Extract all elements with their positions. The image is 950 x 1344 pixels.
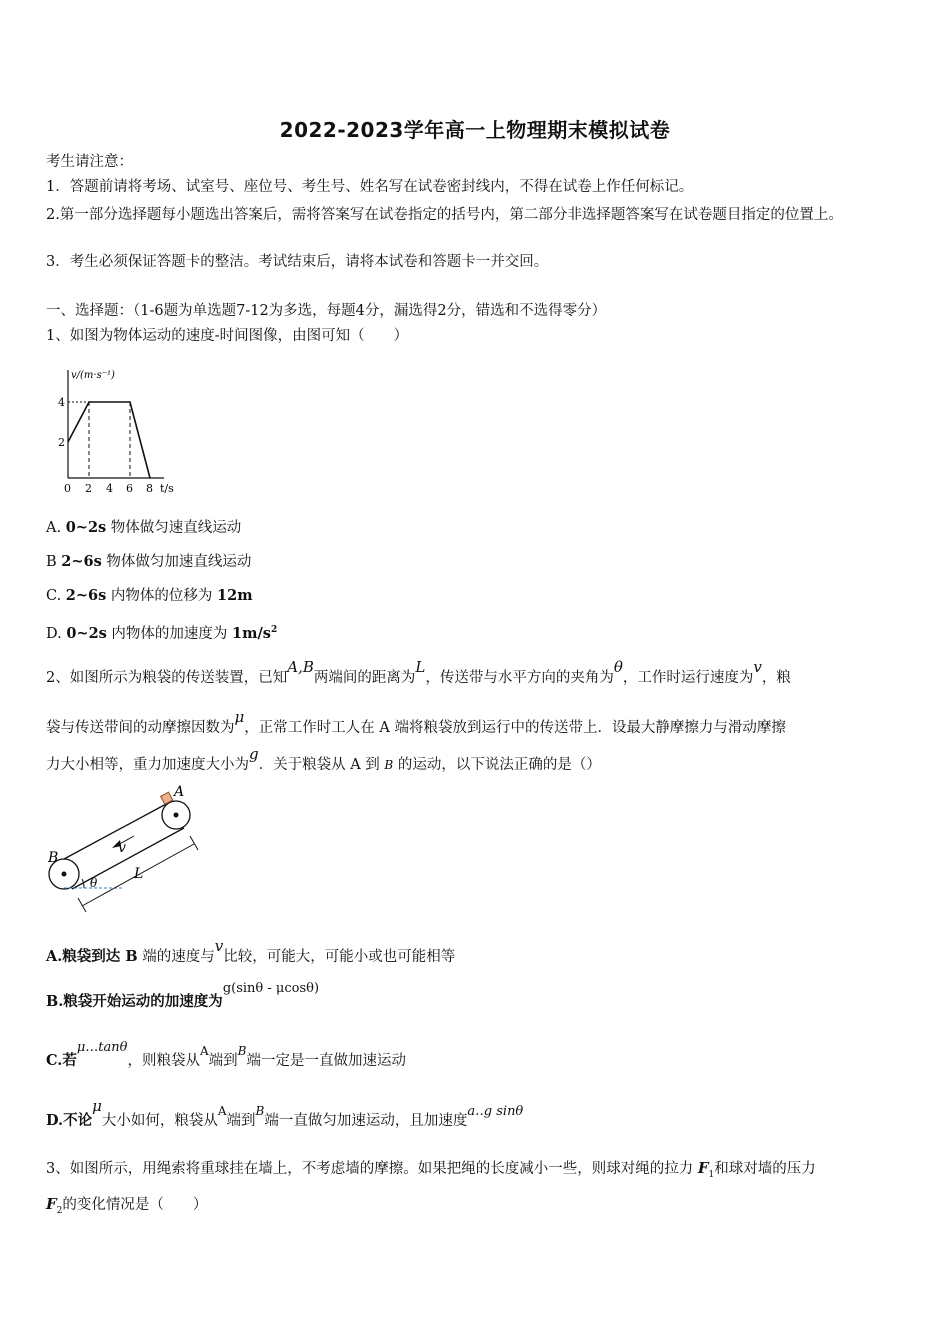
q2-stem-line3: 力大小相等，重力加速度大小为g．关于粮袋从 A 到 B 的运动，以下说法正确的是（） — [46, 745, 601, 773]
q2-option-c: C.若μ…tanθ，则粮袋从$^A$端到$^B$端一定是一直做加速运动 — [46, 1040, 406, 1069]
graph-xtick-2: 2 — [85, 482, 92, 495]
fig-label-b: B — [48, 850, 59, 866]
graph-ytick-4: 4 — [58, 396, 65, 409]
fig-label-theta: θ — [90, 876, 98, 890]
fig-label-a: A — [174, 784, 185, 800]
q2-option-d: D.不论μ大小如何，粮袋从$^A$端到$^B$端一直做匀加速运动，且加速度a‥g sinθ — [46, 1097, 524, 1129]
q1-stem: 1、如图为物体运动的速度-时间图像，由图可知（ ） — [46, 328, 409, 344]
q1-option-b: B 2~6s 物体做匀加速直线运动 — [46, 553, 252, 570]
q1-option-d: D. 0~2s 内物体的加速度为 $1m/s^2$ — [46, 624, 278, 642]
page-title: 2022-2023学年高一上物理期末模拟试卷 — [279, 118, 671, 142]
notice-item-2: 2.第一部分选择题每小题选出答案后，需将答案写在试卷指定的括号内，第二部分非选择题答案写在试卷题目指定的位置上。 — [46, 207, 843, 223]
q1-option-a: A. 0~2s 物体做匀速直线运动 — [46, 519, 242, 536]
graph-ytick-2: 2 — [58, 436, 65, 449]
graph-xlabel: t/s — [160, 482, 174, 495]
graph-xtick-4: 4 — [106, 482, 113, 495]
q2-stem-line2: 袋与传送带间的动摩擦因数为μ，正常工作时工人在 A 端将粮袋放到运行中的传送带上．设最大静摩擦力与滑动摩擦 — [46, 708, 786, 736]
q3-stem-line1: 3、如图所示，用绳索将重球挂在墙上，不考虑墙的摩擦。如果把绳的长度减小一些，则球对绳的拉力 $F_1$和球对墙的压力 — [46, 1159, 816, 1180]
notice-heading: 考生请注意： — [46, 154, 133, 170]
graph-xtick-0: 0 — [64, 482, 71, 495]
notice-item-1: 1．答题前请将考场、试室号、座位号、考生号、姓名写在试卷密封线内，不得在试卷上作任何标记。 — [46, 179, 694, 195]
fig-label-l: L — [134, 866, 144, 882]
notice-item-3: 3．考生必须保证答题卡的整洁。考试结束后，请将本试卷和答题卡一并交回。 — [46, 254, 549, 270]
q2-option-b: B.粮袋开始运动的加速度为g(sinθ - μcosθ) — [46, 981, 320, 1010]
graph-xtick-8: 8 — [146, 482, 153, 495]
q2-option-a: A.粮袋到达 B 端的速度与v比较，可能大，可能小或也可能相等 — [46, 937, 456, 965]
q1-vt-graph — [54, 364, 194, 500]
q1-option-c: C. 2~6s 内物体的位移为 12m — [46, 587, 253, 604]
graph-ylabel: v/(m·s⁻¹) — [71, 370, 115, 381]
fig-label-v: v — [118, 840, 126, 856]
q2-conveyor-figure — [44, 784, 224, 914]
graph-xtick-6: 6 — [126, 482, 133, 495]
q2-stem-line1: 2、如图所示为粮袋的传送装置，已知A,B两端间的距离为L，传送带与水平方向的夹角为θ，工作时运行速度为v，粮 — [46, 658, 791, 686]
section-heading: 一、选择题：（1-6题为单选题7-12为多选，每题4分，漏选得2分，错选和不选得零分） — [46, 303, 607, 319]
q3-stem-line2: $F_2$的变化情况是（ ） — [46, 1195, 208, 1216]
